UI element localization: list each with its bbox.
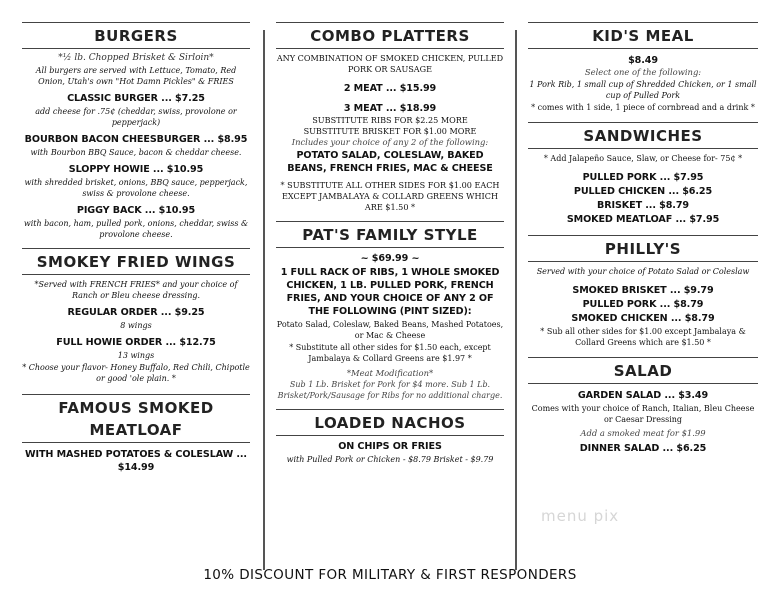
- family-sides: Potato Salad, Coleslaw, Baked Beans, Mashed Potatoes, or Mac & Cheese: [276, 320, 504, 340]
- menu-item-name: FULL HOWIE ORDER ... $12.75: [56, 337, 216, 348]
- column-divider: [263, 30, 265, 570]
- menu-item-name: SLOPPY HOWIE ... $10.95: [68, 164, 204, 175]
- menu-column-left: [22, 22, 250, 474]
- burgers-subtitle: *½ lb. Chopped Brisket & Sirloin*: [58, 53, 214, 63]
- sandwiches-section: [528, 122, 758, 226]
- column-divider: [515, 30, 517, 570]
- burgers-section: [22, 22, 250, 240]
- meat-modification-text: Sub 1 Lb. Brisket for Pork for $4 more. Sub 1 Lb. Brisket/Pork/Sausage for Ribs for no additional charge.: [277, 380, 503, 400]
- menu-item-name: PIGGY BACK ... $10.95: [76, 205, 196, 216]
- family-section: [276, 221, 504, 401]
- wings-note: *Served with FRENCH FRIES* and your choice of Ranch or Bleu cheese dressing.: [34, 280, 238, 300]
- family-description: 1 FULL RACK OF RIBS, 1 WHOLE SMOKED CHICKEN, 1 LB. PULLED PORK, FRENCH FRIES, AND YOUR CHOICE OF ANY 2 OF THE FOLLOWING (PINT SIZED):: [280, 267, 500, 317]
- burgers-note: All burgers are served with Lettuce, Tomato, Red Onion, Utah's own "Hot Damn Pickles" & FRIES: [35, 66, 237, 86]
- nachos-section: [276, 409, 504, 465]
- discount-footer: 10% DISCOUNT FOR MILITARY & FIRST RESPONDERS: [203, 567, 577, 583]
- kids-heading: KID'S MEAL: [528, 22, 758, 49]
- combo-substitute-note: * SUBSTITUTE ALL OTHER SIDES FOR $1.00 EACH EXCEPT JAMBALAYA & COLLARD GREENS WHICH ARE $1.50 *: [280, 180, 500, 212]
- menu-item-name: 2 MEAT ... $15.99: [343, 83, 437, 94]
- salad-add-meat: Add a smoked meat for $1.99: [580, 428, 706, 438]
- kids-note: * comes with 1 side, 1 piece of cornbread and a drink *: [531, 103, 755, 112]
- menu-item-name: ON CHIPS OR FRIES: [338, 441, 442, 452]
- menu-item-name: GARDEN SALAD ... $3.49: [577, 390, 709, 401]
- menu-item-name: REGULAR ORDER ... $9.25: [67, 307, 205, 318]
- menu-item-name: PULLED PORK ... $7.95: [582, 172, 704, 183]
- kids-price: $8.49: [628, 55, 658, 66]
- sandwiches-note: * Add Jalapeño Sauce, Slaw, or Cheese for- 75¢ *: [543, 154, 743, 163]
- meatloaf-section: [22, 394, 250, 474]
- menu-item-desc: with bacon, ham, pulled pork, onions, cheddar, swiss & provolone cheese.: [23, 219, 249, 239]
- combo-intro: ANY COMBINATION OF SMOKED CHICKEN, PULLED PORK OR SAUSAGE: [276, 53, 504, 74]
- menu-item-desc: with shredded brisket, onions, BBQ sauce, pepperjack, swiss & provolone cheese.: [24, 178, 248, 198]
- philly-note: Served with your choice of Potato Salad or Coleslaw: [536, 267, 750, 276]
- kids-section: [528, 22, 758, 113]
- wings-section: [22, 248, 250, 384]
- philly-heading: PHILLY'S: [528, 235, 758, 262]
- menu-item-name: DINNER SALAD ... $6.25: [579, 443, 707, 454]
- philly-substitute-note: * Sub all other sides for $1.00 except Jambalaya & Collard Greens which are $1.50 *: [540, 327, 746, 347]
- combo-section: [276, 22, 504, 213]
- menu-item-name: CLASSIC BURGER ... $7.25: [67, 93, 205, 104]
- menu-item-desc: add cheese for .75¢ (cheddar, swiss, provolone or pepperjack): [35, 107, 237, 127]
- combo-sides: POTATO SALAD, COLESLAW, BAKED BEANS, FRENCH FRIES, MAC & CHEESE: [287, 150, 493, 174]
- wings-heading: SMOKEY FRIED WINGS: [22, 248, 250, 275]
- menu-item-name: BRISKET ... $8.79: [597, 200, 689, 211]
- menu-item-desc: with Bourbon BBQ Sauce, bacon & cheddar cheese.: [30, 148, 242, 157]
- menu-item-name: SMOKED MEATLOAF ... $7.95: [566, 214, 720, 225]
- menu-item-desc: 13 wings: [117, 351, 155, 360]
- menu-item-name: SMOKED CHICKEN ... $8.79: [571, 313, 715, 324]
- wings-flavors: * Choose your flavor- Honey Buffalo, Red Chili, Chipotle or good 'ole plain. *: [22, 363, 250, 383]
- combo-heading: COMBO PLATTERS: [276, 22, 504, 49]
- combo-sides-intro: Includes your choice of any 2 of the following:: [291, 137, 489, 147]
- menu-item-name: BOURBON BACON CHEESBURGER ... $8.95: [24, 134, 248, 145]
- salad-heading: SALAD: [528, 357, 758, 384]
- menu-item-name: WITH MASHED POTATOES & COLESLAW ... $14.99: [25, 449, 247, 473]
- nachos-heading: LOADED NACHOS: [276, 409, 504, 436]
- kids-select: Select one of the following:: [584, 67, 702, 77]
- family-substitute-note: * Substitute all other sides for $1.50 each, except Jambalaya & Collard Greens are $1.97 *: [289, 343, 491, 363]
- menu-item-name: PULLED CHICKEN ... $6.25: [573, 186, 713, 197]
- salad-section: [528, 357, 758, 455]
- family-price: ~ $69.99 ~: [360, 253, 420, 264]
- family-heading: PAT'S FAMILY STYLE: [276, 221, 504, 248]
- menu-item-desc: Comes with your choice of Ranch, Italian, Bleu Cheese or Caesar Dressing: [531, 404, 755, 424]
- meatloaf-heading: FAMOUS SMOKED MEATLOAF: [22, 394, 250, 443]
- combo-substitute-ribs: SUBSTITUTE RIBS FOR $2.25 MORE: [312, 115, 468, 125]
- sandwiches-heading: SANDWICHES: [528, 122, 758, 149]
- menu-column-right: [528, 22, 758, 455]
- watermark: menu pix: [541, 507, 620, 525]
- menu-item-name: 3 MEAT ... $18.99: [343, 103, 437, 114]
- menu-column-middle: [276, 22, 504, 465]
- menu-item-desc: 8 wings: [120, 321, 152, 330]
- combo-substitute-brisket: SUBSTITUTE BRISKET FOR $1.00 MORE: [303, 126, 477, 136]
- philly-section: [528, 235, 758, 348]
- menu-item-name: PULLED PORK ... $8.79: [582, 299, 704, 310]
- menu-item-desc: with Pulled Pork or Chicken - $8.79 Brisket - $9.79: [286, 455, 494, 464]
- menu-item-name: SMOKED BRISKET ... $9.79: [572, 285, 714, 296]
- kids-options: 1 Pork Rib, 1 small cup of Shredded Chicken, or 1 small cup of Pulled Pork: [529, 80, 757, 100]
- meat-modification-title: *Meat Modification*: [346, 368, 434, 378]
- burgers-heading: BURGERS: [22, 22, 250, 49]
